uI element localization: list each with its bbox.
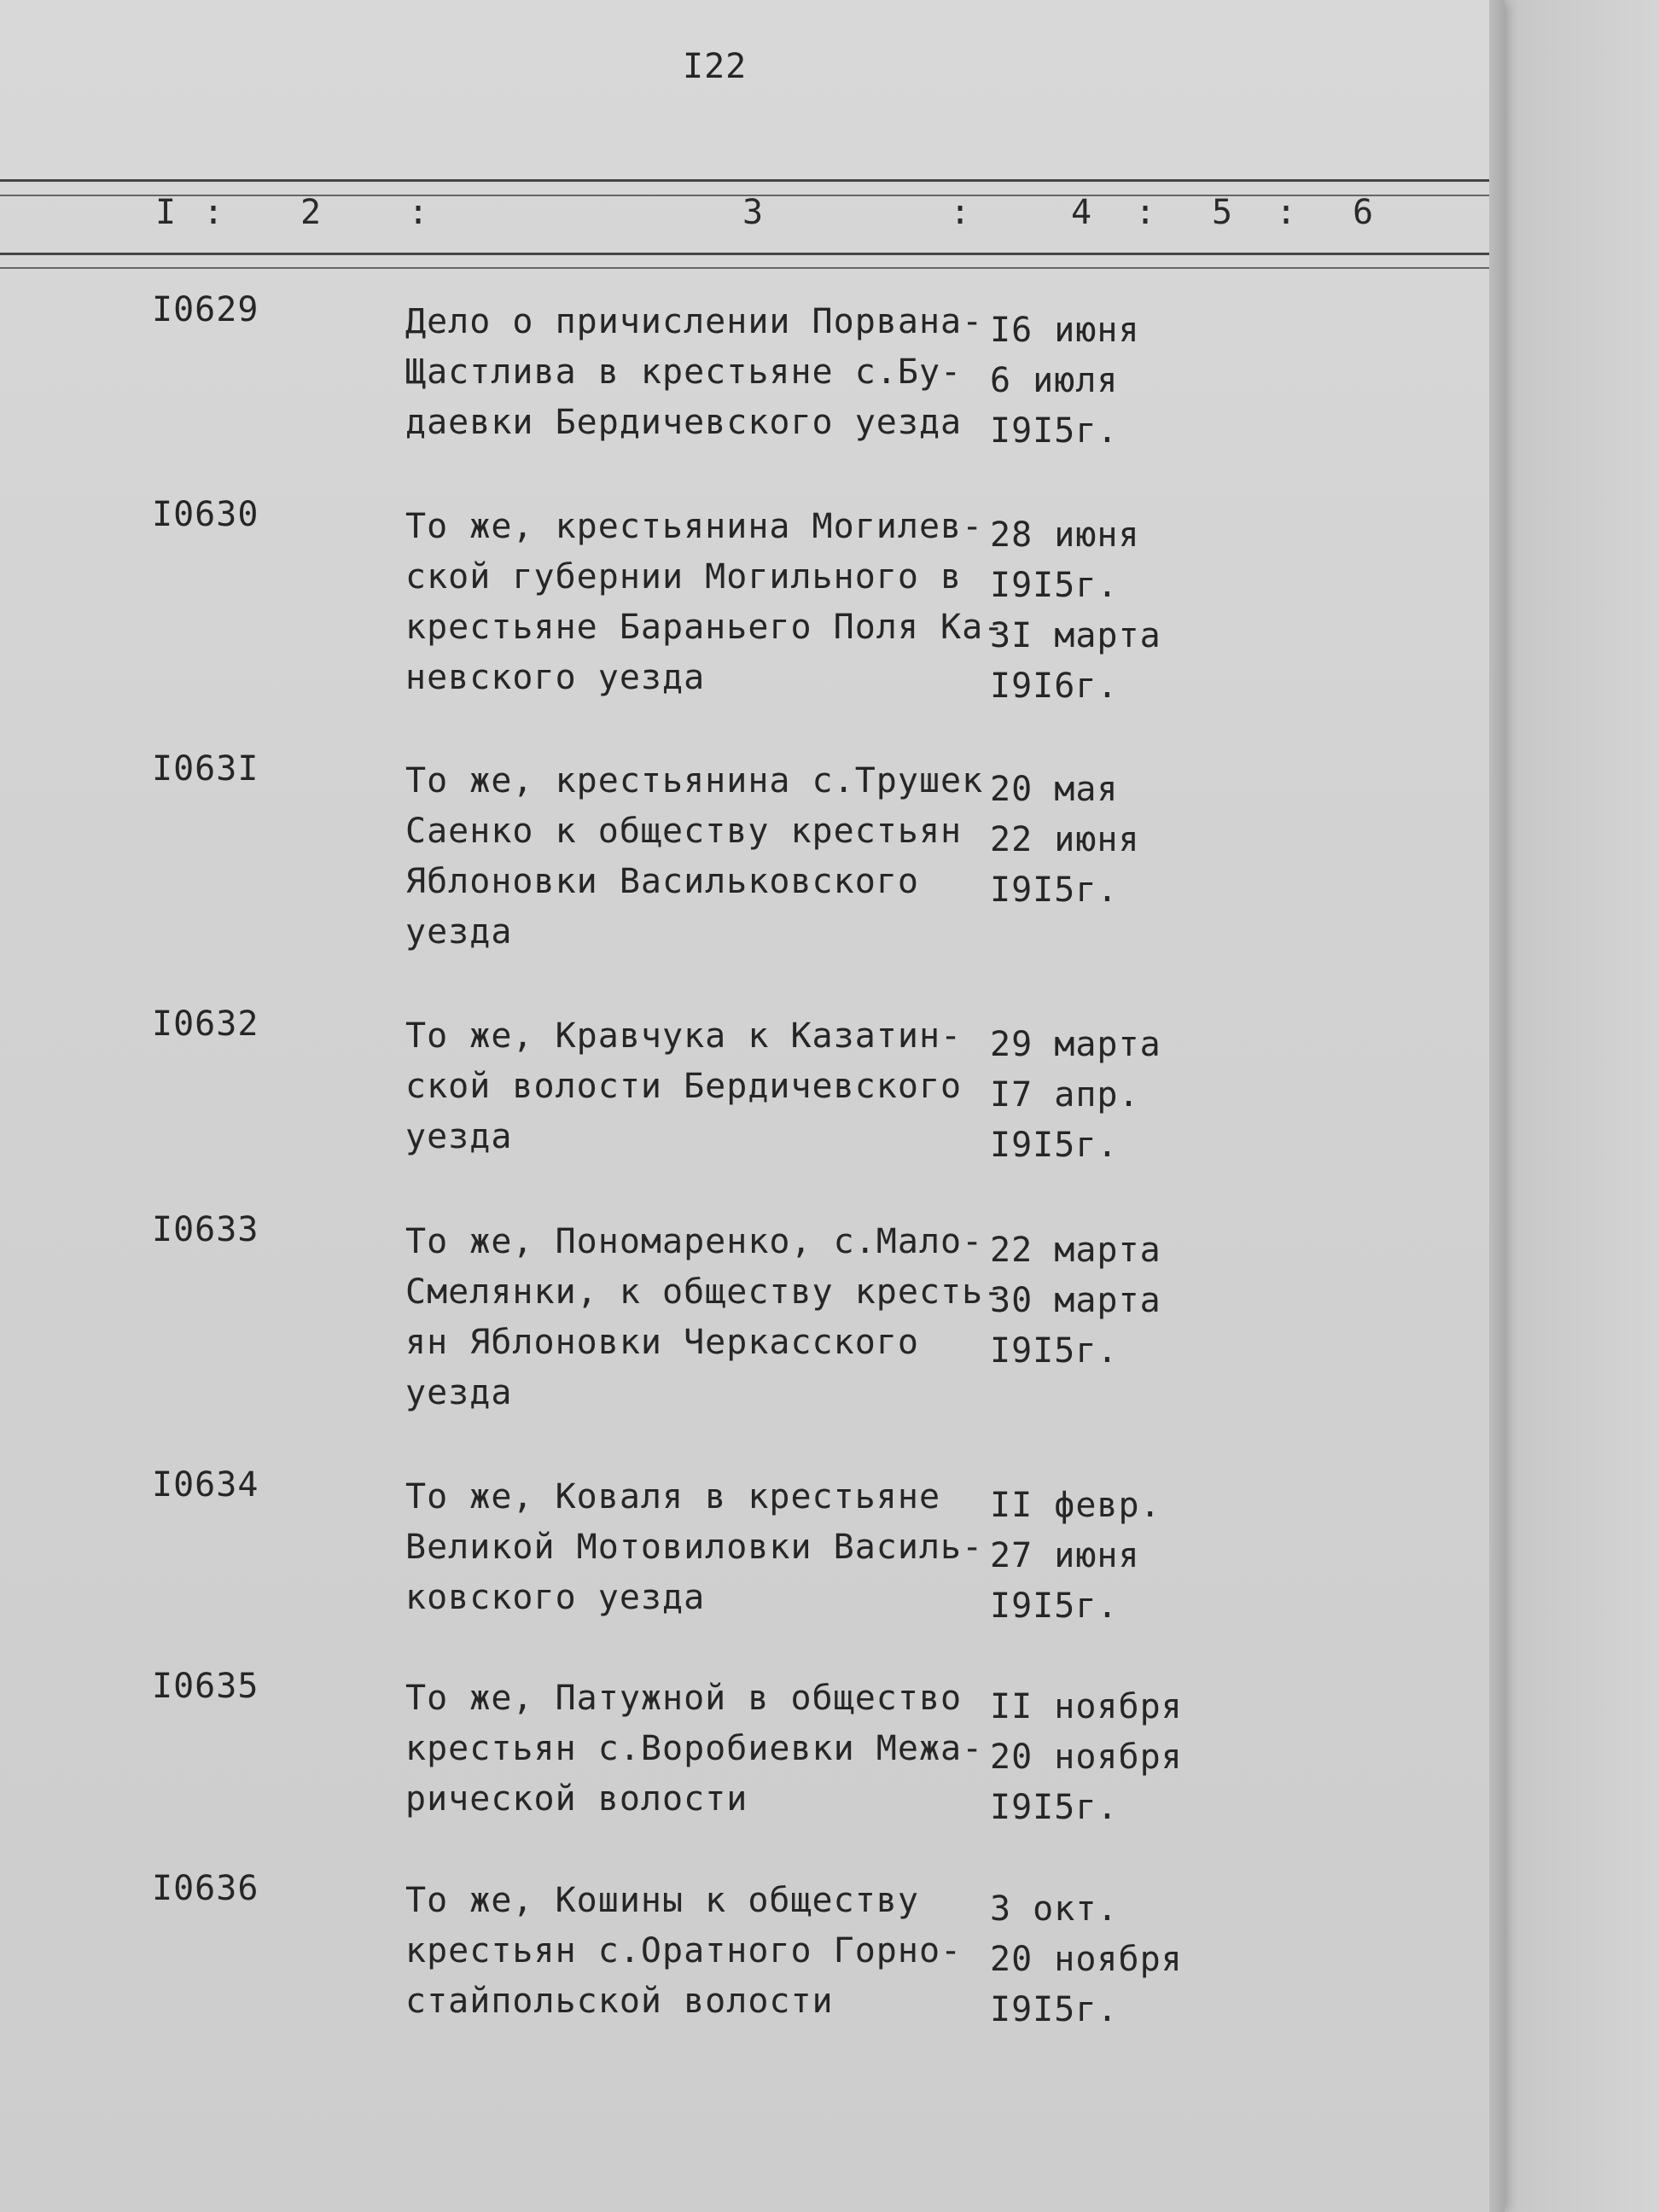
case-dates — [990, 1481, 1161, 1632]
column-separator: : — [1276, 193, 1298, 232]
title-line: Великой Мотовиловки Василь- — [405, 1528, 984, 1567]
title-line: крестьян с.Оратного Горно- — [405, 1931, 963, 1970]
title-line: То же, крестьянина Могилев- — [405, 507, 984, 546]
date-line: 30 марта — [990, 1281, 1161, 1320]
column-header-1: I — [155, 193, 178, 232]
title-line: ян Яблоновки Черкасского — [405, 1323, 919, 1362]
case-number: I063I — [152, 749, 259, 789]
case-number: I0630 — [152, 495, 259, 534]
title-line: То же, Кравчука к Казатин- — [405, 1016, 963, 1056]
case-dates — [990, 1682, 1183, 1833]
date-line: I9I5г. — [990, 1990, 1119, 2029]
date-line: 6 июля — [990, 361, 1119, 400]
date-line: 29 марта — [990, 1025, 1161, 1064]
case-number: I0636 — [152, 1869, 259, 1908]
date-line: 20 ноября — [990, 1738, 1183, 1777]
date-line: 3I марта — [990, 616, 1161, 655]
case-title — [405, 297, 983, 448]
header-rule-bottom-inner — [0, 267, 1489, 269]
case-number: I0629 — [152, 290, 259, 329]
header-rule-bottom — [0, 253, 1489, 255]
title-line: рической волости — [405, 1779, 748, 1819]
title-line: даевки Бердичевского уезда — [405, 403, 963, 442]
date-line: I9I5г. — [990, 411, 1119, 451]
page-number: I22 — [683, 47, 748, 86]
column-header-4: 4 — [1071, 193, 1093, 232]
case-number: I0633 — [152, 1210, 259, 1249]
date-line: I9I5г. — [990, 1788, 1119, 1827]
title-line: уезда — [405, 1117, 513, 1156]
date-line: II февр. — [990, 1486, 1161, 1525]
title-line: То же, Пономаренко, с.Мало- — [405, 1222, 984, 1261]
date-line: 27 июня — [990, 1536, 1140, 1575]
date-line: I9I5г. — [990, 566, 1119, 605]
title-line: стайпольской волости — [405, 1982, 834, 2021]
date-line: 3 окт. — [990, 1889, 1119, 1929]
column-header-5: 5 — [1212, 193, 1234, 232]
title-line: ской волости Бердичевского — [405, 1067, 963, 1106]
case-dates — [990, 1884, 1183, 2035]
column-header-6: 6 — [1353, 193, 1375, 232]
date-line: I9I5г. — [990, 1586, 1119, 1626]
date-line: 22 июня — [990, 820, 1140, 859]
case-dates — [990, 510, 1161, 712]
date-line: I9I5г. — [990, 1126, 1119, 1165]
column-header-3: 3 — [742, 193, 765, 232]
case-title — [405, 502, 1004, 703]
case-dates — [990, 1225, 1161, 1377]
title-line: ковского уезда — [405, 1578, 706, 1617]
title-line: То же, Кошины к обществу — [405, 1881, 919, 1920]
case-dates — [990, 306, 1140, 457]
date-line: I6 июня — [990, 311, 1140, 350]
date-line: 20 мая — [990, 770, 1119, 809]
case-title — [405, 1472, 983, 1623]
title-line: Смелянки, к обществу кресть- — [405, 1272, 1005, 1312]
date-line: 20 ноября — [990, 1940, 1183, 1979]
date-line: I7 апр. — [990, 1075, 1140, 1115]
date-line: 28 июня — [990, 515, 1140, 555]
column-separator: : — [1135, 193, 1157, 232]
date-line: 22 марта — [990, 1231, 1161, 1270]
date-line: I9I5г. — [990, 1331, 1119, 1371]
title-line: Щастлива в крестьяне с.Бу- — [405, 352, 963, 392]
title-line: Дело о причислении Порвана- — [405, 302, 984, 341]
column-separator: : — [408, 193, 430, 232]
case-title — [405, 1876, 962, 2027]
title-line: То же, крестьянина с.Трушек — [405, 761, 984, 800]
date-line: II ноября — [990, 1687, 1183, 1726]
column-separator: : — [203, 193, 225, 232]
case-number: I0635 — [152, 1667, 259, 1706]
title-line: уезда — [405, 1373, 513, 1412]
case-title — [405, 1217, 1004, 1418]
title-line: То же, Коваля в крестьяне — [405, 1477, 941, 1516]
title-line: уезда — [405, 912, 513, 952]
title-line: ской губернии Могильного в — [405, 557, 963, 597]
column-separator: : — [950, 193, 972, 232]
title-line: невского уезда — [405, 658, 706, 697]
title-line: крестьян с.Воробиевки Межа- — [405, 1729, 984, 1768]
title-line: крестьяне Бараньего Поля Ка- — [405, 608, 1005, 647]
column-header-2: 2 — [300, 193, 323, 232]
case-title — [405, 756, 983, 958]
title-line: То же, Патужной в общество — [405, 1679, 963, 1718]
header-rule-top — [0, 179, 1489, 182]
page-edge — [1489, 0, 1505, 2212]
title-line: Яблоновки Васильковского — [405, 862, 919, 901]
date-line: I9I5г. — [990, 870, 1119, 910]
case-number: I0634 — [152, 1465, 259, 1505]
case-number: I0632 — [152, 1004, 259, 1044]
date-line: I9I6г. — [990, 667, 1119, 706]
case-title — [405, 1674, 983, 1825]
title-line: Саенко к обществу крестьян — [405, 812, 963, 851]
case-title — [405, 1011, 962, 1162]
case-dates — [990, 765, 1140, 916]
case-dates — [990, 1020, 1161, 1171]
